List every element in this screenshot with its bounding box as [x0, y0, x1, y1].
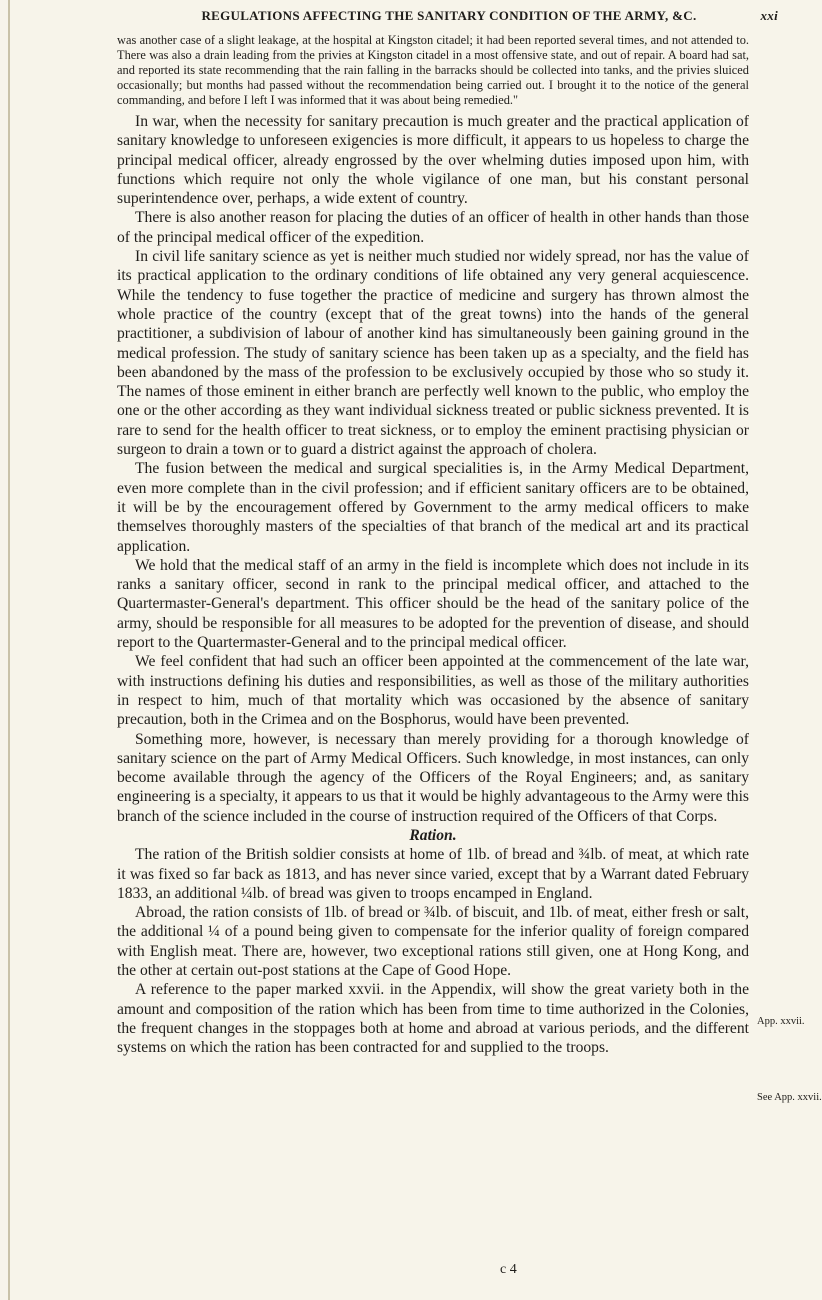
paragraph: A reference to the paper marked xxvii. in the Appendix, will show the great variety both in the amount and composition of the ration which has been from time to time authorized in the Colonies, the frequent changes in the stoppages both at home and abroad at various periods, and the different systems on which the ration has been contracted for and supplied to the troops. — [117, 981, 749, 1057]
binding-edge — [8, 0, 10, 1300]
paragraph: Something more, however, is necessary than merely providing for a thorough knowledge of sanitary science on the part of Army Medical Officers. Such knowledge, in most instances, can only become available through the agency of the Officers of the Royal Engineers; and, as sanitary engineering is a specialty, it appears to us that it would be highly advantageous to the Army were this branch of the science included in the course of instruction required of the Officers of that Corps. — [117, 730, 749, 825]
paragraph: We feel confident that had such an officer been appointed at the commencement of the late war, with instructions defining his duties and responsibilities, as well as those of the military authorities in respect to him, much of that mortality which was occasioned by the absence of sanitary precaution, both in the Crimea and on the Bosphorus, would have been prevented. — [117, 653, 749, 729]
paragraph: We hold that the medical staff of an army in the field is incomplete which does not include in its ranks a sanitary officer, second in rank to the principal medical officer, and attached to the Quartermaster-General's department. This officer should be the head of the sanitary police of the army, should be responsible for all measures to be adopted for the prevention of disease, and should report to the Quartermaster-General and to the principal medical officer. — [117, 556, 749, 652]
page-number: xxi — [760, 8, 778, 23]
margin-note-appendix: App. xxvii. — [757, 1016, 805, 1027]
paragraph: The fusion between the medical and surgical specialities is, in the Army Medical Department, even more complete than in the civil profession; and if efficient sanitary officers are to be obtained, it will be by the encouragement offered by Government to the army medical officers to make themselves thoroughly masters of the specialties of that branch of the medical art and its practical application. — [117, 460, 749, 555]
margin-note-see-appendix: See App. xxvii. — [757, 1092, 822, 1103]
paragraph: The ration of the British soldier consists at home of 1lb. of bread and ¾lb. of meat, at which rate it was fixed so far back as 1813, and has never since varied, except that by a Warrant dated February 1833, an additional ¼lb. of bread was given to troops encamped in England. — [117, 846, 749, 902]
paragraph: In civil life sanitary science as yet is neither much studied nor widely spread, nor has the value of its practical application to the ordinary conditions of life obtained any very general acquiescence. While the tendency to fuse together the practice of medicine and surgery has thrown almost the whole practice of the country (except that of the great towns) into the hands of the general practitioner, a subdivision of labour of another kind has simultaneously been gaining ground in the medical profession. The study of sanitary science has been taken up as a specialty, and the field has been abandoned by the mass of the profession to be exclusively occupied by those who so study it. The names of those eminent in either branch are perfectly well known to the public, who employ the one or the other according as they want individual sickness treated or public sickness prevented. It is rare to send for the health officer to treat sickness, or to employ the eminent practising physician or surgeon to drain a town or to guard a district against the approach of cholera. — [117, 248, 749, 459]
header-title: REGULATIONS AFFECTING THE SANITARY CONDITION OF THE ARMY, &C. — [201, 8, 697, 23]
quoted-testimony: was another case of a slight leakage, at the hospital at Kingston citadel; it had been reported several times, and not attended to. There was also a drain leading from the privies at Kingston citadel in a most offensive state, and out of repair. A board had sat, and reported its state recommending that the rain falling in the barracks should be collected into tanks, and the privies sluiced occasionally; but months had passed without the recommendation being carried out. I brought it to the notice of the general commanding, and before I left I was informed that it was about being remedied." — [117, 33, 749, 107]
paragraph: There is also another reason for placing the duties of an officer of health in other hands than those of the principal medical officer of the expedition. — [117, 209, 749, 246]
paragraph: In war, when the necessity for sanitary precaution is much greater and the practical application of sanitary knowledge to unforeseen exigencies is more difficult, it appears to us hopeless to charge the principal medical officer, already engrossed by the over whelming duties imposed upon him, with functions which require not only the whole vigilance of one man, but his constant personal superintendence over, perhaps, a wide extent of country. — [117, 113, 749, 208]
signature-mark: c 4 — [500, 1262, 517, 1277]
paragraph: Abroad, the ration consists of 1lb. of bread or ¾lb. of biscuit, and 1lb. of meat, either fresh or salt, the additional ¼ of a pound being given to compensate for the inferior quality of foreign compared with English meat. There are, however, two exceptional rations still given, one at Hong Kong, and the other at certain out-post stations at the Cape of Good Hope. — [117, 904, 749, 980]
body-text — [117, 112, 749, 1058]
running-header — [120, 8, 778, 24]
section-heading-ration: Ration. — [409, 826, 457, 844]
